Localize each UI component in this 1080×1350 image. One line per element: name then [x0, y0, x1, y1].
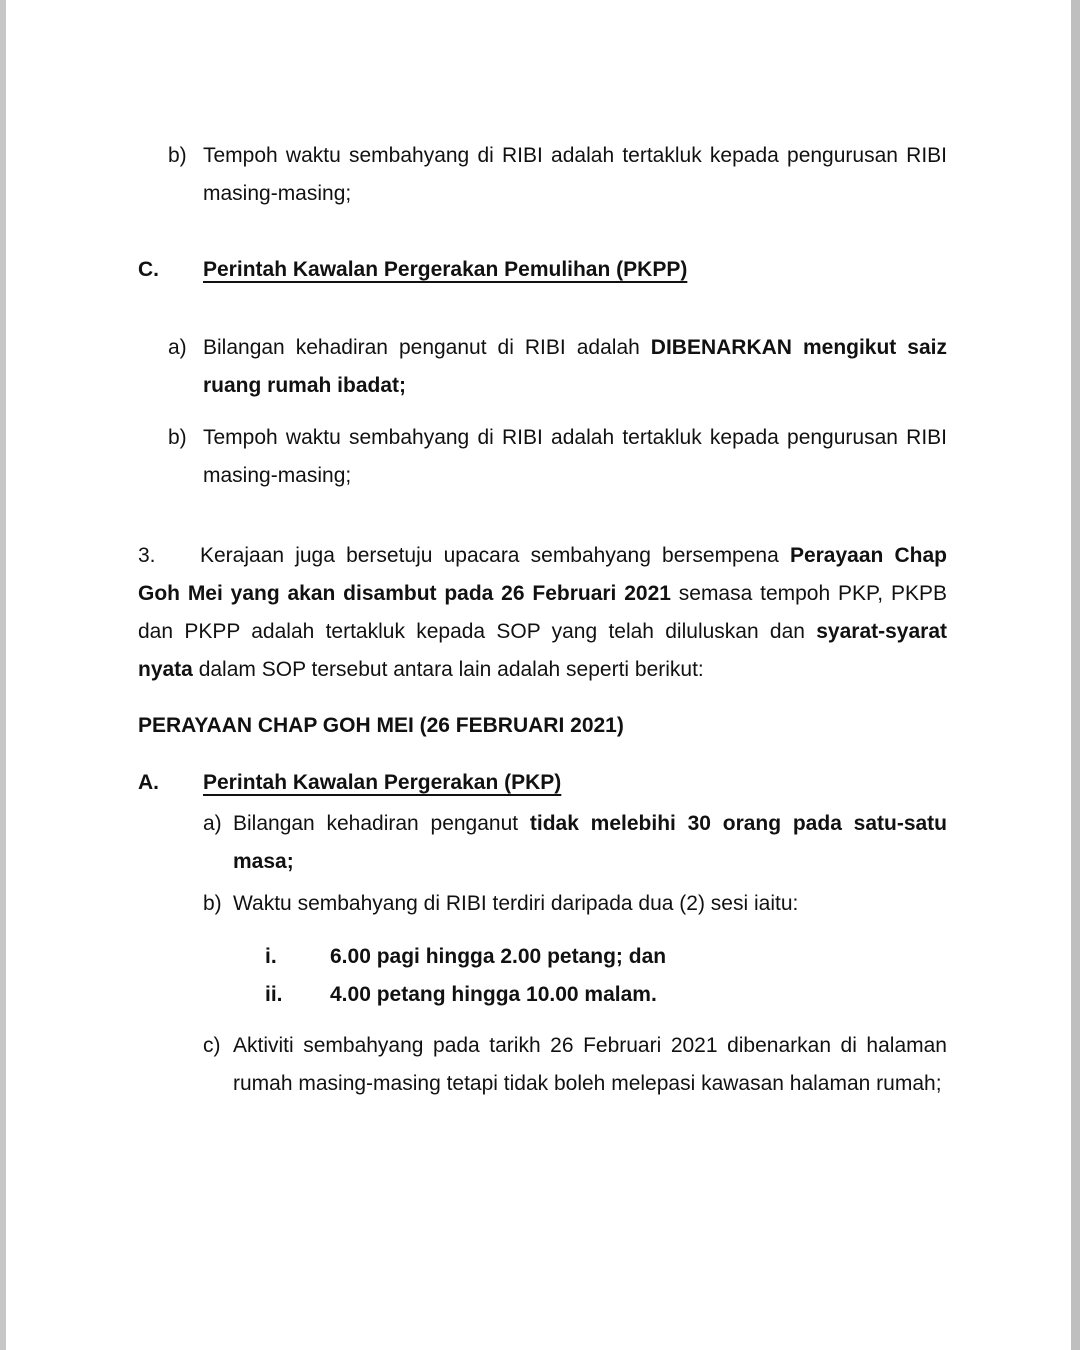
section-title: Perintah Kawalan Pergerakan Pemulihan (PKPP) [203, 258, 688, 281]
list-item-b [168, 419, 947, 495]
text-segment-bold: syarat-syarat nyata [138, 620, 947, 681]
page-right-edge [1071, 0, 1080, 1350]
document-content [138, 137, 947, 1103]
list-item-text: Tempoh waktu sembahyang di RIBI adalah tertakluk kepada pengurusan RIBI masing-masing; [203, 144, 947, 205]
section-label: C. [138, 258, 159, 281]
list-item-a [203, 805, 947, 881]
list-marker: c) [203, 1034, 221, 1057]
list-item-text: 4.00 petang hingga 10.00 malam. [330, 983, 657, 1006]
list-item-text [233, 805, 947, 881]
list-item-c [203, 1027, 947, 1103]
text-segment: Bilangan kehadiran penganut [233, 812, 530, 835]
page-left-edge [0, 0, 6, 1350]
list-item-b [203, 885, 947, 923]
list-marker: i. [265, 945, 277, 968]
section-a-heading [138, 764, 947, 802]
list-item-text: Waktu sembahyang di RIBI terdiri daripada dua (2) sesi iaitu: [233, 892, 799, 915]
text-segment: Bilangan kehadiran penganut di RIBI adalah [203, 336, 651, 359]
list-item-b-intro [168, 137, 947, 213]
text-segment: dalam SOP tersebut antara lain adalah seperti berikut: [192, 658, 704, 681]
list-marker: a) [203, 812, 222, 835]
list-marker: b) [203, 892, 222, 915]
text-segment-bold: DIBENARKAN mengikut saiz ruang rumah ibadat; [203, 336, 947, 397]
section-c-heading [138, 251, 947, 289]
text-segment-bold: tidak melebihi 30 orang pada satu-satu masa; [233, 812, 947, 873]
text-segment-bold: Perayaan Chap Goh Mei yang akan disambut pada 26 Februari 2021 [138, 544, 947, 605]
text-segment: semasa tempoh PKP, PKPB dan PKPP adalah tertakluk kepada SOP yang telah diluluskan dan [138, 582, 947, 643]
list-item-text: Aktiviti sembahyang pada tarikh 26 Februari 2021 dibenarkan di halaman rumah masing-masing tetapi tidak boleh melepasi kawasan halaman rumah; [233, 1034, 947, 1095]
list-item-text [203, 329, 947, 405]
list-marker: ii. [265, 983, 283, 1006]
list-item-text: Tempoh waktu sembahyang di RIBI adalah tertakluk kepada pengurusan RIBI masing-masing; [203, 426, 947, 487]
list-marker: b) [168, 426, 187, 449]
paragraph-3 [138, 537, 947, 689]
list-marker: a) [168, 336, 187, 359]
list-item-a [168, 329, 947, 405]
section-title: Perintah Kawalan Pergerakan (PKP) [203, 771, 562, 794]
session-item-i [265, 938, 947, 976]
session-item-ii [265, 976, 947, 1014]
paragraph-number: 3. [138, 544, 156, 567]
list-item-text: 6.00 pagi hingga 2.00 petang; dan [330, 945, 667, 968]
section-label: A. [138, 771, 159, 794]
heading-perayaan-chap-goh-mei: PERAYAAN CHAP GOH MEI (26 FEBRUARI 2021) [138, 714, 624, 737]
list-marker: b) [168, 144, 187, 167]
text-segment: Kerajaan juga bersetuju upacara sembahyang bersempena [200, 544, 790, 567]
